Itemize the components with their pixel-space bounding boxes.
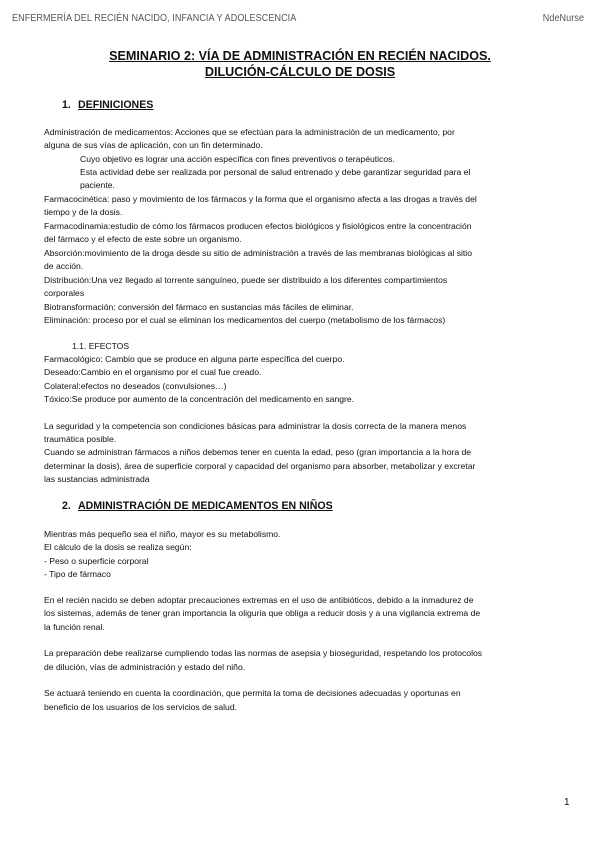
definition-line: del fármaco y el efecto de este sobre un organismo. [44, 234, 242, 244]
header-author: NdeNurse [542, 12, 584, 24]
header-course-title: ENFERMERÍA DEL RECIÉN NACIDO, INFANCIA Y ADOLESCENCIA [12, 12, 297, 24]
definition-line: de acción. [44, 261, 84, 271]
section-1-number: 1. [62, 99, 71, 111]
section-1-heading [62, 99, 153, 111]
definition-line: corporales [44, 288, 85, 298]
title-line-1: SEMINARIO 2: VÍA DE ADMINISTRACIÓN EN RECIÉN NACIDOS. [109, 49, 491, 63]
paragraph-line: Mientras más pequeño sea el niño, mayor es su metabolismo. [44, 529, 281, 539]
list-item: - Tipo de fármaco [44, 569, 111, 579]
paragraph-line: La seguridad y la competencia son condiciones básicas para administrar la dosis correcta de la manera menos [44, 421, 467, 431]
definition-line: Biotransformación: conversión del fármaco en sustancias más fáciles de eliminar. [44, 302, 354, 312]
paragraph-line: Se actuará teniendo en cuenta la coordinación, que permita la toma de decisiones adecuadas y oportunas en [44, 688, 461, 698]
paragraph-line: Cuando se administran fármacos a niños debemos tener en cuenta la edad, peso (gran importancia a la hora de [44, 447, 472, 457]
paragraph-line: determinar la dosis), área de superficie corporal y capacidad del organismo para absorber, metabolizar y excretar [44, 461, 476, 471]
definition-line: Eliminación: proceso por el cual se eliminan los medicamentos del cuerpo (metabolismo de los fármacos) [44, 315, 446, 325]
running-header [12, 12, 584, 24]
effect-line: Deseado:Cambio en el organismo por el cual fue creado. [44, 367, 262, 377]
section-2-number: 2. [62, 500, 71, 512]
definition-line: Cuyo objetivo es lograr una acción específica con fines preventivos o terapéuticos. [80, 154, 395, 164]
subsection-heading: 1.1. EFECTOS [72, 341, 130, 351]
effect-line: Colateral:efectos no deseados (convulsiones…) [44, 381, 227, 391]
section-2-heading [62, 500, 333, 512]
page-number: 1 [564, 797, 570, 808]
definition-line: tiempo y de la dosis. [44, 207, 123, 217]
definition-line: Farmacocinética: paso y movimiento de los fármacos y la forma que el organismo afecta a las drogas a través del [44, 194, 477, 204]
section-2-title: ADMINISTRACIÓN DE MEDICAMENTOS EN NIÑOS [78, 500, 333, 512]
paragraph-line: de dilución, vías de administración y estado del niño. [44, 662, 246, 672]
section-1-title: DEFINICIONES [78, 99, 154, 111]
definition-line: Farmacodinamia:estudio de cómo los fármacos producen efectos biológicos y fisiológicos entre la concentración [44, 221, 472, 231]
document-title [0, 48, 600, 80]
paragraph-line: la función renal. [44, 622, 105, 632]
definition-line: paciente. [80, 180, 115, 190]
paragraph-line: En el recién nacido se deben adoptar precauciones extremas en el uso de antibióticos, debido a la inmadurez de [44, 595, 474, 605]
paragraph-line: los sistemas, además de tener gran importancia la oliguria que obliga a reducir dosis y a una vigilancia extrema de [44, 608, 481, 618]
title-line-2: DILUCIÓN-CÁLCULO DE DOSIS [204, 65, 396, 79]
paragraph-line: las sustancias administrada [44, 474, 150, 484]
paragraph-line: traumática posible. [44, 434, 117, 444]
definition-line: alguna de sus vías de aplicación, con un fin determinado. [44, 140, 263, 150]
paragraph-line: beneficio de los usuarios de los servicios de salud. [44, 702, 237, 712]
effect-line: Farmacológico: Cambio que se produce en alguna parte específica del cuerpo. [44, 354, 345, 364]
effect-line: Tóxico:Se produce por aumento de la concentración del medicamento en sangre. [44, 394, 355, 404]
definition-line: Absorción:movimiento de la droga desde su sitio de administración a través de las membranas biológicas al sitio [44, 248, 472, 258]
paragraph-line: El cálculo de la dosis se realiza según: [44, 542, 192, 552]
definition-line: Esta actividad debe ser realizada por personal de salud entrenado y debe garantizar seguridad para el [80, 167, 471, 177]
definition-line: Administración de medicamentos: Acciones que se efectúan para la administración de un medicamento, por [44, 127, 455, 137]
list-item: - Peso o superficie corporal [44, 556, 149, 566]
definition-line: Distribución:Una vez llegado al torrente sanguíneo, puede ser distribuido a los diferentes compartimientos [44, 275, 448, 285]
paragraph-line: La preparación debe realizarse cumpliendo todas las normas de asepsia y bioseguridad, respetando los protocolos [44, 648, 483, 658]
